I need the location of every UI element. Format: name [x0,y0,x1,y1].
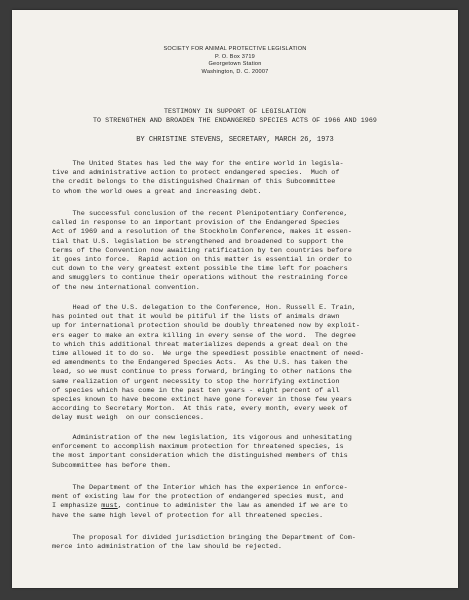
letterhead-station: Georgetown Station [208,61,262,68]
title-line-2: TO STRENGTHEN AND BROADEN THE ENDANGERED SPECIES ACTS OF 1966 AND 1969 [93,116,377,124]
text-line: of species which has come in the past ten years - eight percent of all [52,386,340,395]
paragraph-3 [52,304,432,424]
text-line: lead, so we must continue to press forward, bringing to other nations the [52,368,352,377]
byline: BY CHRISTINE STEVENS, SECRETARY, MARCH 26, 1973 [136,136,334,144]
text-line: to whom the world owes a great and increasing debt. [52,187,262,196]
paragraph-4 [52,434,432,471]
text-line: to which this additional threat materializes depends a great deal on the [52,340,348,349]
text-line: called in response to an important provision of the Endangered Species [52,219,340,228]
text-line: terms of the Convention now awaiting ratification by ten countries before [52,246,352,255]
text-line: ed amendments to the Endangered Species Acts. As the U.S. has taken the [52,359,348,368]
text-line: Administration of the new legislation, its vigorous and unhesitating [52,434,352,442]
text-line: I emphasize must, continue to administer the law as amended if we are to [52,502,348,511]
text-line: ers eager to make an extra killing in every sense of the word. The degree [52,331,356,340]
text-line: cut down to the very greatest extent possible the time left for poachers [52,265,348,274]
text-line: have the same high level of protection for all threatened species. [52,511,324,520]
text-line: the credit belongs to the distinguished Chairman of this Subcommittee [52,178,336,187]
paragraph-6 [52,534,432,552]
text-line: it goes into force. Rapid action on this matter is essential in order to [52,256,352,265]
text-line: same realization of urgent necessity to stop the horrifying extinction [52,377,340,386]
text-line: The successful conclusion of the recent Plenipotentiary Conference, [52,210,348,218]
letterhead-city: Washington, D. C. 20007 [201,68,269,75]
text-line: up for international protection should be doubly threatened now by exploit- [52,322,361,331]
text-line: enforcement to accomplish maximum protection for threatened species, is [52,443,344,452]
title-line-1: TESTIMONY IN SUPPORT OF LEGISLATION [164,108,306,115]
text-line: tive and administrative action to protect endangered species. Much of [52,169,340,178]
text-line: time allowed it to do so. We urge the speediest possible enactment of need- [52,350,365,359]
text-line: has pointed out that it would be pitiful if the lists of animals drawn [52,313,340,322]
text-line: The proposal for divided jurisdiction bringing the Department of Com- [52,534,356,542]
text-line: Head of the U.S. delegation to the Conference, Hon. Russell E. Train, [52,304,356,312]
text-line: Subcommittee has before them. [52,461,172,470]
paragraph-1 [52,160,432,197]
text-line: of the new international convention. [52,283,200,292]
testimony-title [12,108,458,125]
paragraph-2 [52,210,432,293]
text-line: merce into administration of the law should be rejected. [52,543,282,552]
letterhead [12,46,458,76]
text-line: ment of existing law for the protection of endangered species must, and [52,493,344,502]
text-line: and smugglers to continue their operations without the restraining force [52,274,348,283]
letterhead-org: SOCIETY FOR ANIMAL PROTECTIVE LEGISLATION [163,46,307,52]
text-line: The United States has led the way for the entire world in legisla- [52,160,344,168]
text-line: Act of 1969 and a resolution of the Stockholm Conference, makes it essen- [52,228,352,237]
text-line: according to Secretary Morton. At this rate, every month, every week of [52,405,348,414]
text-line: the most important consideration which the distinguished members of this [52,452,348,461]
text-line: species known to have become extinct have gone forever in those few years [52,396,352,405]
paragraph-5 [52,484,432,521]
text-line: delay must weigh on our consciences. [52,414,204,423]
document-page [12,10,458,588]
letterhead-box: P. O. Box 3719 [214,53,255,60]
text-line: The Department of the Interior which has the experience in enforce- [52,484,348,492]
text-line: tial that U.S. legislation be strengthened and broadened to support the [52,237,344,246]
